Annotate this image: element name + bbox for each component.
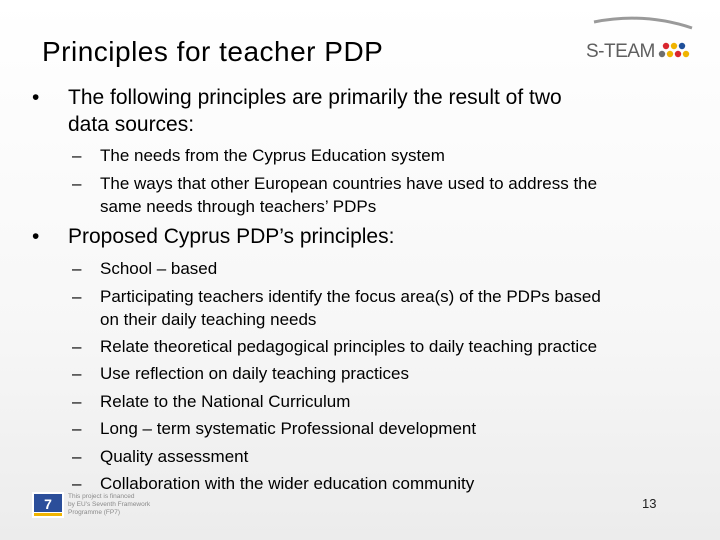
sub-bullet-text: Relate to the National Curriculum xyxy=(100,392,351,411)
dash-symbol: – xyxy=(72,337,82,356)
footer-note xyxy=(68,493,158,517)
dash-symbol: – xyxy=(72,287,82,306)
sub-bullet-text: on their daily teaching needs xyxy=(100,310,317,329)
bullet-text: data sources: xyxy=(68,113,195,136)
footer-line: by EU's Seventh Framework xyxy=(68,501,151,508)
page-title: Principles for teacher PDP xyxy=(42,36,384,67)
sub-bullet-text: Relate theoretical pedagogical principles to daily teaching practice xyxy=(100,337,598,356)
sub-bullet-text: School – based xyxy=(100,259,218,278)
dash-symbol: – xyxy=(72,419,82,438)
footer-line: Programme (FP7) xyxy=(68,509,121,516)
dash-symbol: – xyxy=(72,392,82,411)
bullet-text: Proposed Cyprus PDP’s principles: xyxy=(68,225,395,248)
dash-symbol: – xyxy=(72,364,82,383)
bullet-symbol: • xyxy=(32,225,40,248)
sub-bullet-text: Long – term systematic Professional development xyxy=(100,419,477,438)
dash-symbol: – xyxy=(72,146,82,165)
sub-bullet-text: Quality assessment xyxy=(100,447,249,466)
sub-bullet-text: Collaboration with the wider education community xyxy=(100,474,475,493)
dash-symbol: – xyxy=(72,474,82,493)
logo-text: S-TEAM xyxy=(586,41,655,62)
s-team-logo xyxy=(584,14,696,70)
sub-bullet-text: Participating teachers identify the focus area(s) of the PDPs based xyxy=(100,287,601,306)
sub-bullet-text: Use reflection on daily teaching practices xyxy=(100,364,409,383)
fp7-emblem-text: 7 xyxy=(44,496,52,512)
sub-bullet-text: same needs through teachers’ PDPs xyxy=(100,197,377,216)
bullet-symbol: • xyxy=(32,86,40,109)
sub-bullet-text: The ways that other European countries have used to address the xyxy=(100,174,598,193)
bullet-text: The following principles are primarily the result of two xyxy=(68,86,562,109)
footer-line: This project is financed xyxy=(68,493,135,500)
sub-bullet-text: The needs from the Cyprus Education system xyxy=(100,146,445,165)
page-number: 13 xyxy=(642,496,657,511)
fp7-emblem-icon xyxy=(32,492,66,520)
dash-symbol: – xyxy=(72,447,82,466)
dash-symbol: – xyxy=(72,174,82,193)
dash-symbol: – xyxy=(72,259,82,278)
